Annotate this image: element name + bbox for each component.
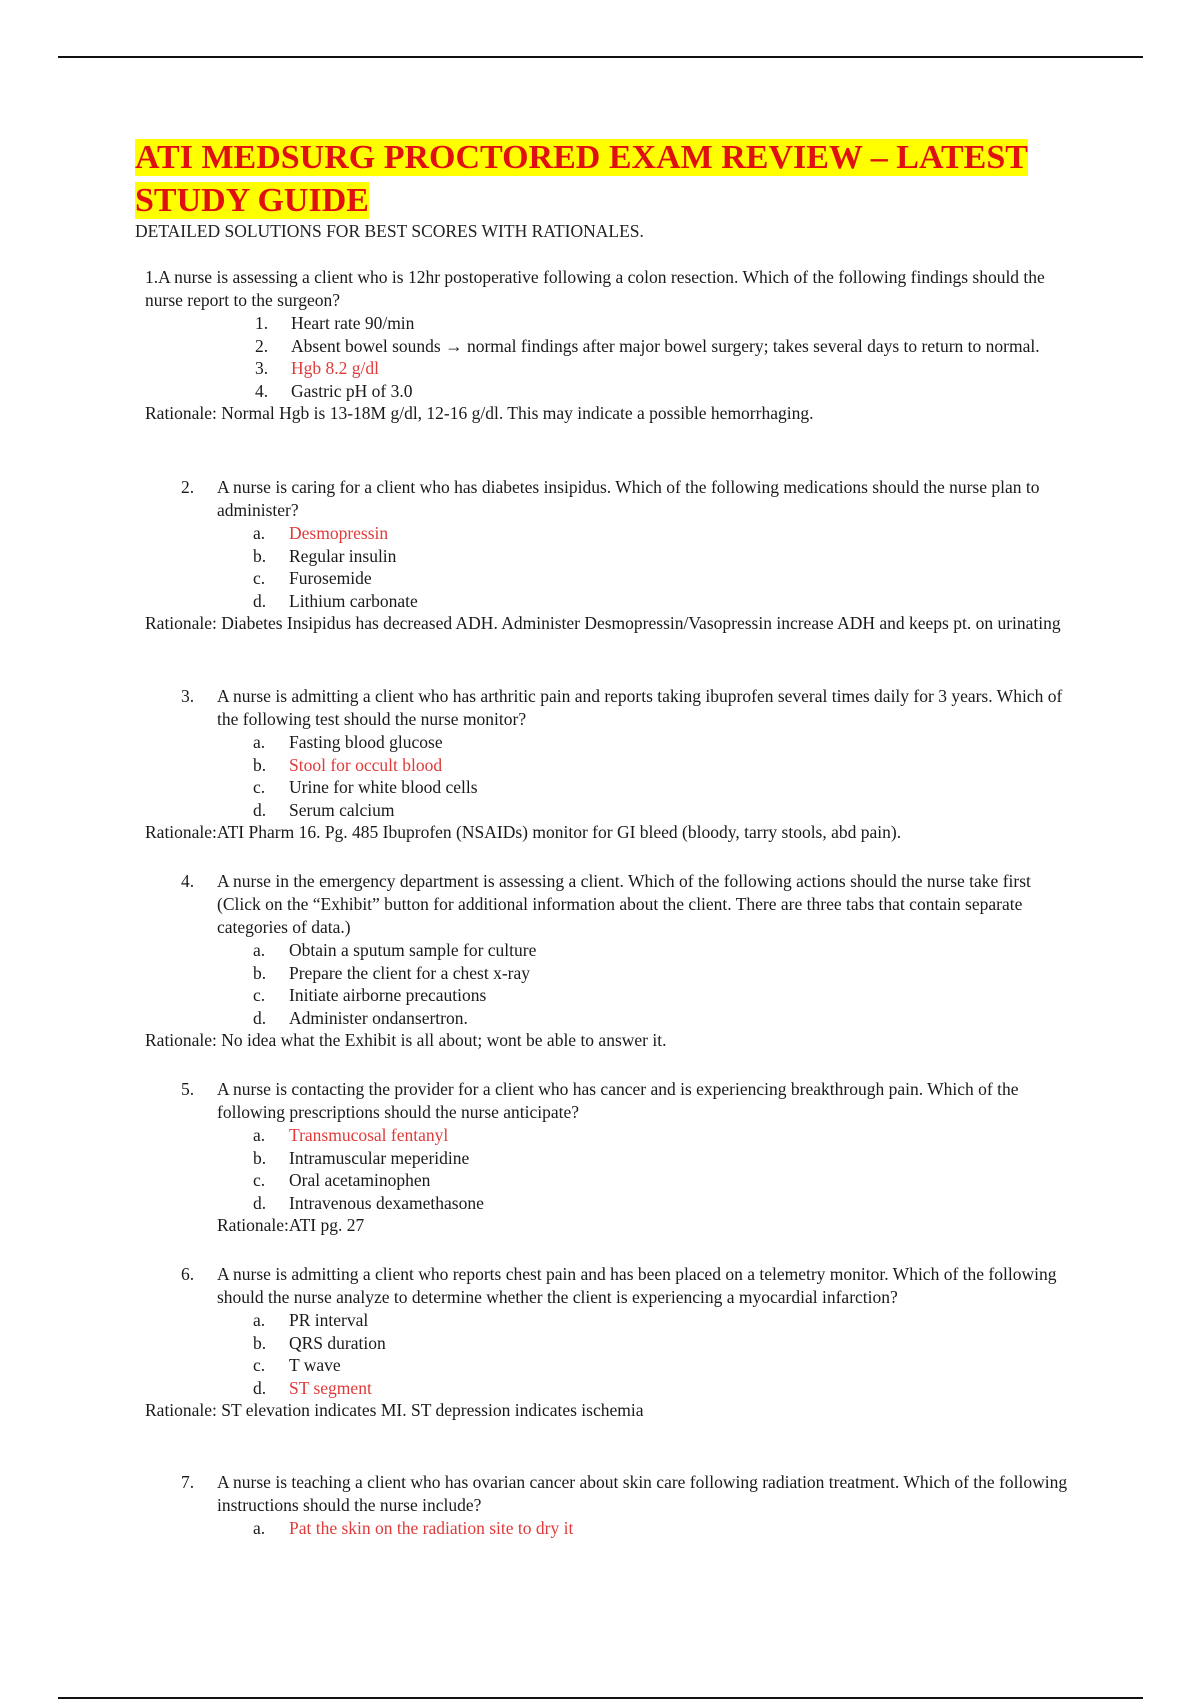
option-a-correct: a. Transmucosal fentanyl: [253, 1125, 449, 1145]
question-4: [145, 870, 1075, 1052]
option-d-correct: d. ST segment: [253, 1377, 372, 1398]
page-subtitle: DETAILED SOLUTIONS FOR BEST SCORES WITH RATIONALES.: [135, 221, 644, 241]
option-a: a. Fasting blood glucose: [253, 732, 443, 752]
question-3: [145, 685, 1075, 844]
option-a: a. PR interval: [253, 1310, 369, 1330]
option-c: c. Furosemide: [253, 568, 372, 588]
option-d: d. Administer ondansertron.: [253, 1007, 468, 1028]
option-b: b. Regular insulin: [253, 545, 397, 566]
option-b: b. QRS duration: [253, 1332, 386, 1353]
option-1: 1. Heart rate 90/min: [255, 313, 415, 333]
question-2: [145, 476, 1075, 635]
question-number: 7.: [181, 1472, 195, 1492]
header-rule: [58, 56, 1143, 58]
question-stem: A nurse is teaching a client who has ovarian cancer about skin care following radiation treatment. Which of the following instructions should the nurse include?: [217, 1472, 1068, 1515]
rationale: Rationale: No idea what the Exhibit is all about; wont be able to answer it.: [145, 1030, 667, 1050]
option-b: b. Prepare the client for a chest x-ray: [253, 962, 530, 983]
option-c: c. T wave: [253, 1355, 341, 1375]
rationale: Rationale:ATI Pharm 16. Pg. 485 Ibuprofen (NSAIDs) monitor for GI bleed (bloody, tarry stools, abd pain).: [145, 822, 902, 842]
question-number: 3.: [181, 686, 195, 706]
question-number: 2.: [181, 477, 195, 497]
question-stem: A nurse is contacting the provider for a client who has cancer and is experiencing breakthrough pain. Which of the following prescriptions should the nurse anticipate?: [217, 1079, 1019, 1122]
question-5: [145, 1078, 1075, 1237]
page-title: ATI MEDSURG PROCTORED EXAM REVIEW – LATEST STUDY GUIDE: [135, 139, 1028, 219]
option-b-correct: b. Stool for occult blood: [253, 754, 443, 775]
option-c: c. Oral acetaminophen: [253, 1170, 431, 1190]
option-d: d. Intravenous dexamethasone: [253, 1192, 484, 1213]
option-4: 4. Gastric pH of 3.0: [255, 380, 413, 401]
question-stem: 1.A nurse is assessing a client who is 12hr postoperative following a colon resection. Which of the following findings should the nurse report to the surgeon?: [145, 267, 1045, 310]
option-2: 2. Absent bowel sounds → normal findings after major bowel surgery; takes several days to return to normal.: [255, 335, 1040, 356]
rationale: Rationale: Diabetes Insipidus has decreased ADH. Administer Desmopressin/Vasopressin increase ADH and keeps pt. on urinating: [145, 613, 1061, 633]
option-c: c. Urine for white blood cells: [253, 777, 478, 797]
footer-rule: [58, 1697, 1143, 1699]
option-a: a. Obtain a sputum sample for culture: [253, 940, 537, 960]
question-1: [145, 266, 1075, 425]
option-d: d. Serum calcium: [253, 799, 395, 820]
option-d: d. Lithium carbonate: [253, 590, 418, 611]
rationale: Rationale:ATI pg. 27: [217, 1215, 365, 1235]
rationale: Rationale: Normal Hgb is 13-18M g/dl, 12-16 g/dl. This may indicate a possible hemorrhaging.: [145, 403, 814, 423]
question-stem: A nurse is admitting a client who reports chest pain and has been placed on a telemetry monitor. Which of the following should the nurse analyze to determine whether the client is experiencing a myocardial infarction?: [217, 1264, 1057, 1307]
question-number: 5.: [181, 1079, 195, 1099]
option-a-correct: a. Pat the skin on the radiation site to dry it: [253, 1518, 574, 1538]
question-7: [145, 1471, 1075, 1540]
rationale: Rationale: ST elevation indicates MI. ST depression indicates ischemia: [145, 1400, 644, 1420]
question-number: 4.: [181, 871, 195, 891]
question-stem: A nurse is caring for a client who has diabetes insipidus. Which of the following medications should the nurse plan to administer?: [217, 477, 1040, 520]
option-a-correct: a. Desmopressin: [253, 523, 389, 543]
question-number: 6.: [181, 1264, 195, 1284]
question-stem: A nurse in the emergency department is assessing a client. Which of the following actions should the nurse take first (Click on the “Exhibit” button for additional information about the client. There are three tabs that contain separate categories of data.): [217, 871, 1031, 937]
option-3-correct: 3. Hgb 8.2 g/dl: [255, 358, 379, 378]
question-stem: A nurse is admitting a client who has arthritic pain and reports taking ibuprofen several times daily for 3 years. Which of the following test should the nurse monitor?: [217, 686, 1063, 729]
option-c: c. Initiate airborne precautions: [253, 985, 487, 1005]
option-b: b. Intramuscular meperidine: [253, 1147, 470, 1168]
question-6: [145, 1263, 1075, 1422]
